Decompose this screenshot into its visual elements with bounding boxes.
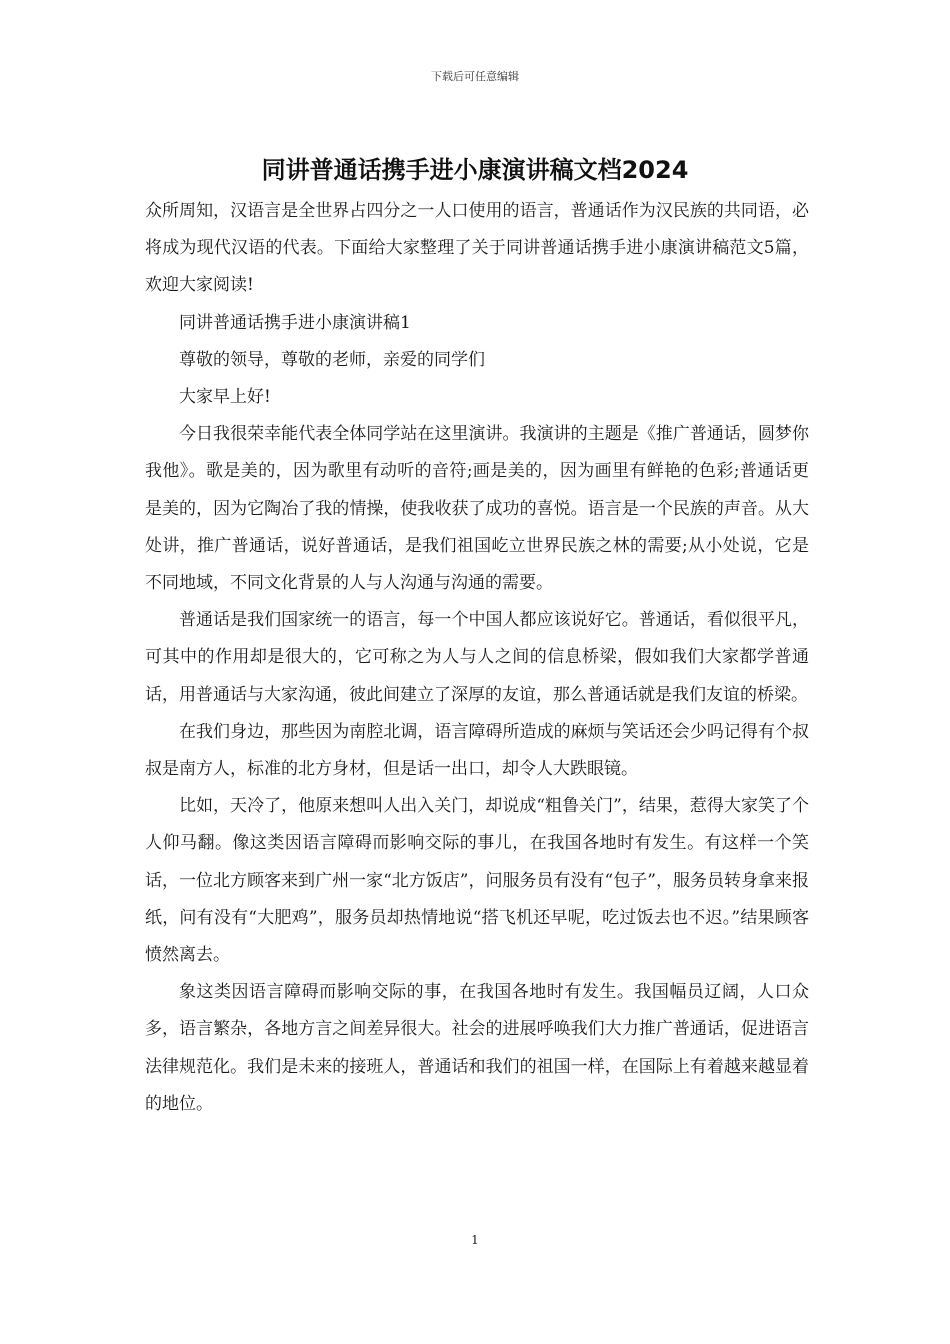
paragraph-intro: 众所周知，汉语言是全世界占四分之一人口使用的语言，普通话作为汉民族的共同语，必将成为现代汉语的代表。下面给大家整理了关于同讲普通话携手进小康演讲稿范文5篇，欢迎大家阅读! (145, 201, 809, 296)
paragraph-salutation: 尊敬的领导，尊敬的老师，亲爱的同学们 (179, 349, 485, 370)
paragraph-speech-heading: 同讲普通话携手进小康演讲稿1 (179, 312, 411, 333)
paragraph-body: 象这类因语言障碍而影响交际的事，在我国各地时有发生。我国幅员辽阔，人口众多，语言繁杂，各地方言之间差异很大。社会的进展呼唤我们大力推广普通话，促进语言法律规范化。我们是未来的接班人，普通话和我们的祖国一样，在国际上有着越来越显着的地位。 (145, 982, 809, 1114)
header-note: 下载后可任意编辑 (431, 70, 519, 83)
paragraph-body: 今日我很荣幸能代表全体同学站在这里演讲。我演讲的主题是《推广普通话，圆梦你我他》。歌是美的，因为歌里有动听的音符;画是美的，因为画里有鲜艳的色彩;普通话更是美的，因为它陶冶了我的情操，使我收获了成功的喜悦。语言是一个民族的声音。从大处讲，推广普通话，说好普通话，是我们祖国屹立世界民族之林的需要;从小处说，它是不同地域，不同文化背景的人与人沟通与沟通的需要。 (145, 424, 809, 594)
paragraph-greeting: 大家早上好! (179, 387, 271, 408)
paragraph-body: 比如，天冷了，他原来想叫人出入关门，却说成“粗鲁关门”，结果，惹得大家笑了个人仰马翻。像这类因语言障碍而影响交际的事儿，在我国各地时有发生。有这样一个笑话，一位北方顾客来到广州一家“北方饭店”，问服务员有没有“包子”，服务员转身拿来报纸，问有没有“大肥鸡”，服务员却热情地说“搭飞机还早呢，吃过饭去也不迟。”结果顾客愤然离去。 (145, 796, 809, 966)
paragraph-body: 在我们身边，那些因为南腔北调，语言障碍所造成的麻烦与笑话还会少吗记得有个叔叔是南方人，标准的北方身材，但是话一出口，却令人大跌眼镜。 (145, 721, 809, 780)
document-body (145, 193, 809, 1123)
page-number: 1 (471, 1233, 479, 1247)
paragraph-body: 普通话是我们国家统一的语言，每一个中国人都应该说好它。普通话，看似很平凡，可其中的作用却是很大的，它可称之为人与人之间的信息桥梁，假如我们大家都学普通话，用普通话与大家沟通，彼此间建立了深厚的友谊，那么普通话就是我们友谊的桥梁。 (145, 610, 809, 705)
page-title: 同讲普通话携手进小康演讲稿文档2024 (261, 156, 689, 184)
